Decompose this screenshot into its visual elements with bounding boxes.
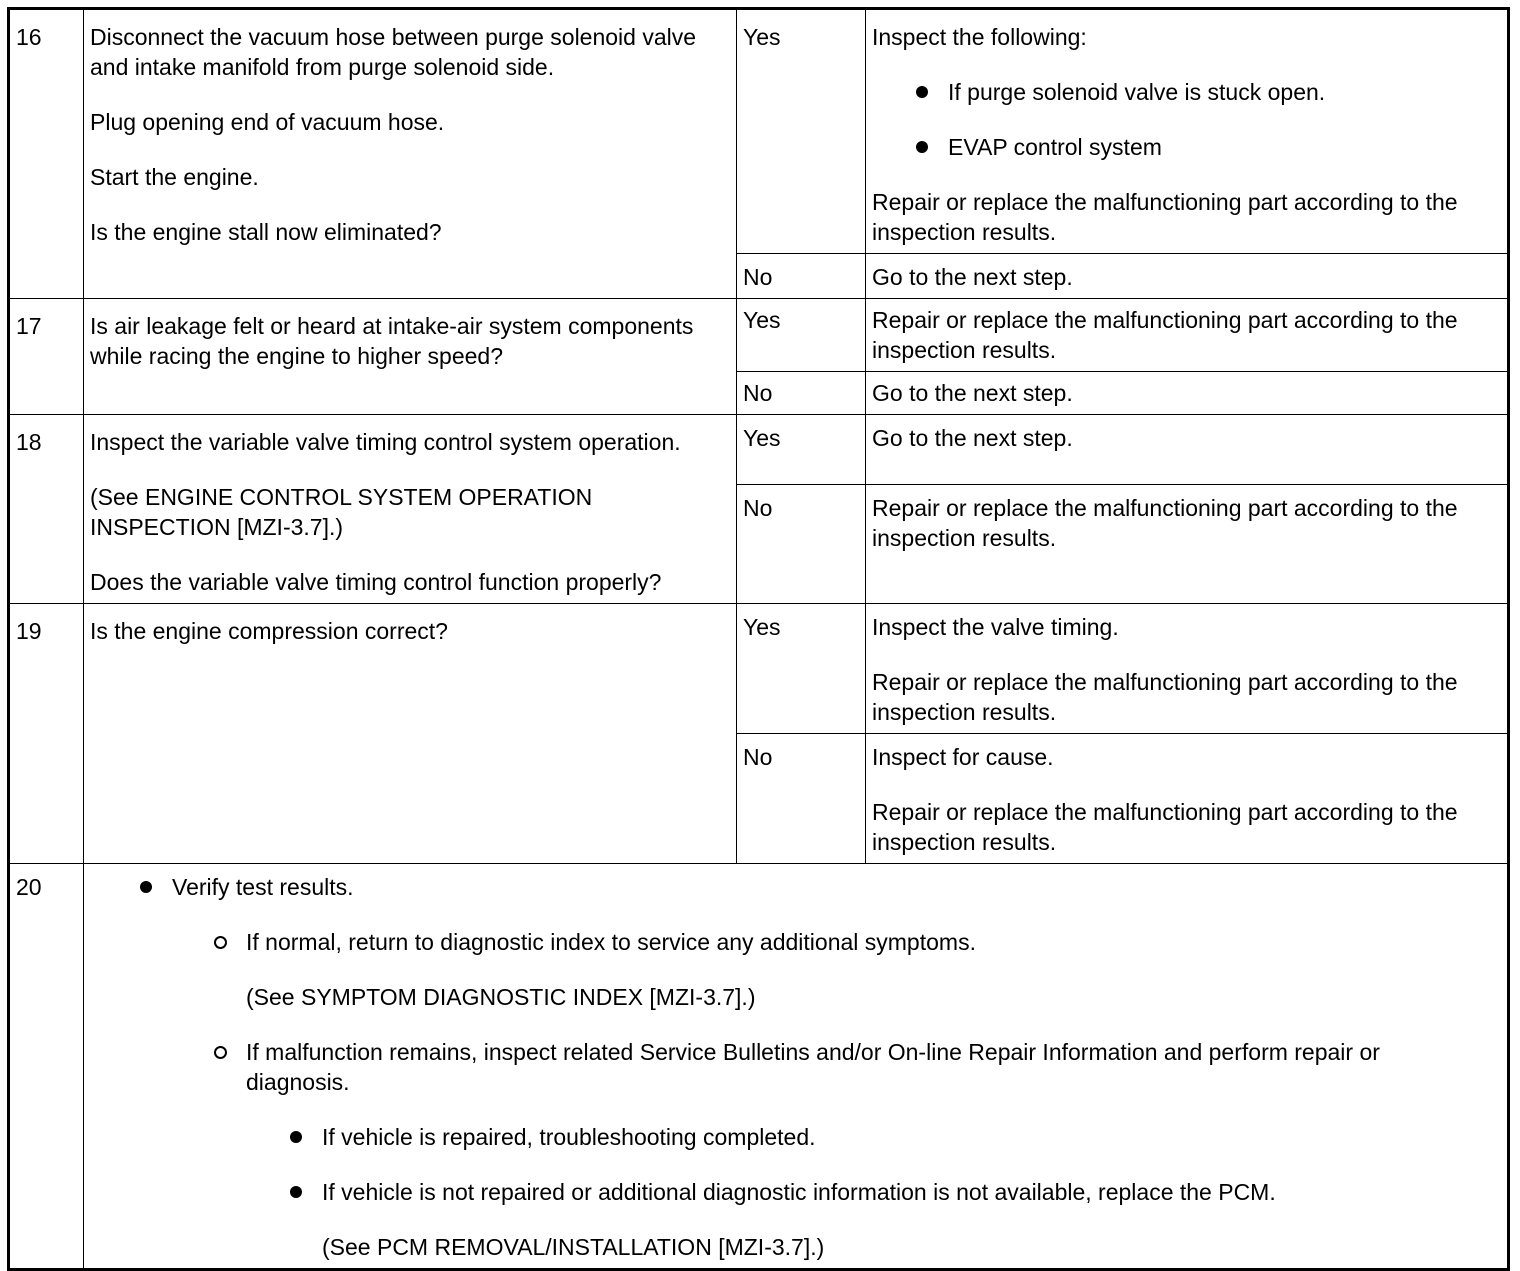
- result-sublist: [90, 1037, 1447, 1097]
- action-text: Start the engine.: [90, 164, 259, 190]
- step-number: 19: [9, 604, 84, 864]
- answer-yes: Yes: [737, 604, 866, 734]
- step-number: 16: [9, 9, 84, 299]
- result-yes: [866, 604, 1509, 734]
- list-item: If normal, return to diagnostic index to service any additional symptoms.: [246, 927, 1447, 957]
- result-no: [866, 734, 1509, 864]
- step-number: 18: [9, 415, 84, 604]
- reference-note: (See PCM REMOVAL/INSTALLATION [MZI-3.7].): [322, 1234, 825, 1260]
- list-item: If malfunction remains, inspect related Service Bulletins and/or On-line Repair Information and perform repair or diagnosis.: [246, 1037, 1447, 1097]
- answer-yes: Yes: [737, 9, 866, 254]
- result-sublist: [90, 927, 1447, 957]
- reference-note: (See SYMPTOM DIAGNOSTIC INDEX [MZI-3.7].): [246, 984, 756, 1010]
- result-no: Go to the next step.: [866, 372, 1509, 415]
- answer-no: No: [737, 734, 866, 864]
- inspect-list: [872, 77, 1501, 162]
- action-text: Plug opening end of vacuum hose.: [90, 109, 445, 135]
- outcome-list: [90, 1122, 1447, 1207]
- step-16-yes-row: [9, 9, 1509, 254]
- step-action: [84, 9, 737, 299]
- result-yes: Repair or replace the malfunctioning part according to the inspection results.: [866, 299, 1509, 372]
- verify-list: [90, 872, 1447, 902]
- result-text: Inspect the following:: [872, 24, 1087, 50]
- step-action: Is air leakage felt or heard at intake-air system components while racing the engine to higher speed?: [84, 299, 737, 415]
- step-18-yes-row: [9, 415, 1509, 485]
- answer-no: No: [737, 254, 866, 299]
- result-text: Inspect for cause.: [872, 744, 1054, 770]
- action-question: Does the variable valve timing control function properly?: [90, 569, 662, 595]
- list-item: If purge solenoid valve is stuck open.: [948, 77, 1501, 107]
- result-yes: Go to the next step.: [866, 415, 1509, 485]
- step-action: [84, 864, 1509, 1270]
- step-19-yes-row: [9, 604, 1509, 734]
- diagnostic-table: [7, 7, 1510, 1271]
- action-question: Is the engine stall now eliminated?: [90, 219, 442, 245]
- result-no: Repair or replace the malfunctioning part according to the inspection results.: [866, 484, 1509, 603]
- result-text: Repair or replace the malfunctioning part according to the inspection results.: [872, 189, 1458, 245]
- list-item: Verify test results.: [172, 872, 1447, 902]
- result-text: Repair or replace the malfunctioning part according to the inspection results.: [872, 799, 1458, 855]
- step-20-row: [9, 864, 1509, 1270]
- result-text: Repair or replace the malfunctioning part according to the inspection results.: [872, 669, 1458, 725]
- action-text: Disconnect the vacuum hose between purge solenoid valve and intake manifold from purge solenoid side.: [90, 24, 697, 80]
- result-text: Inspect the valve timing.: [872, 614, 1119, 640]
- result-yes: [866, 9, 1509, 254]
- step-17-yes-row: [9, 299, 1509, 372]
- action-text: (See ENGINE CONTROL SYSTEM OPERATION INSPECTION [MZI-3.7].): [90, 484, 593, 540]
- list-item: EVAP control system: [948, 132, 1501, 162]
- step-number: 17: [9, 299, 84, 415]
- list-item: If vehicle is repaired, troubleshooting completed.: [322, 1122, 1447, 1152]
- step-action: Is the engine compression correct?: [84, 604, 737, 864]
- action-text: Inspect the variable valve timing control system operation.: [90, 429, 681, 455]
- step-action: [84, 415, 737, 604]
- answer-yes: Yes: [737, 299, 866, 372]
- list-item: If vehicle is not repaired or additional diagnostic information is not available, replace the PCM.: [322, 1177, 1447, 1207]
- step-number: 20: [9, 864, 84, 1270]
- answer-no: No: [737, 372, 866, 415]
- answer-yes: Yes: [737, 415, 866, 485]
- result-no: Go to the next step.: [866, 254, 1509, 299]
- answer-no: No: [737, 484, 866, 603]
